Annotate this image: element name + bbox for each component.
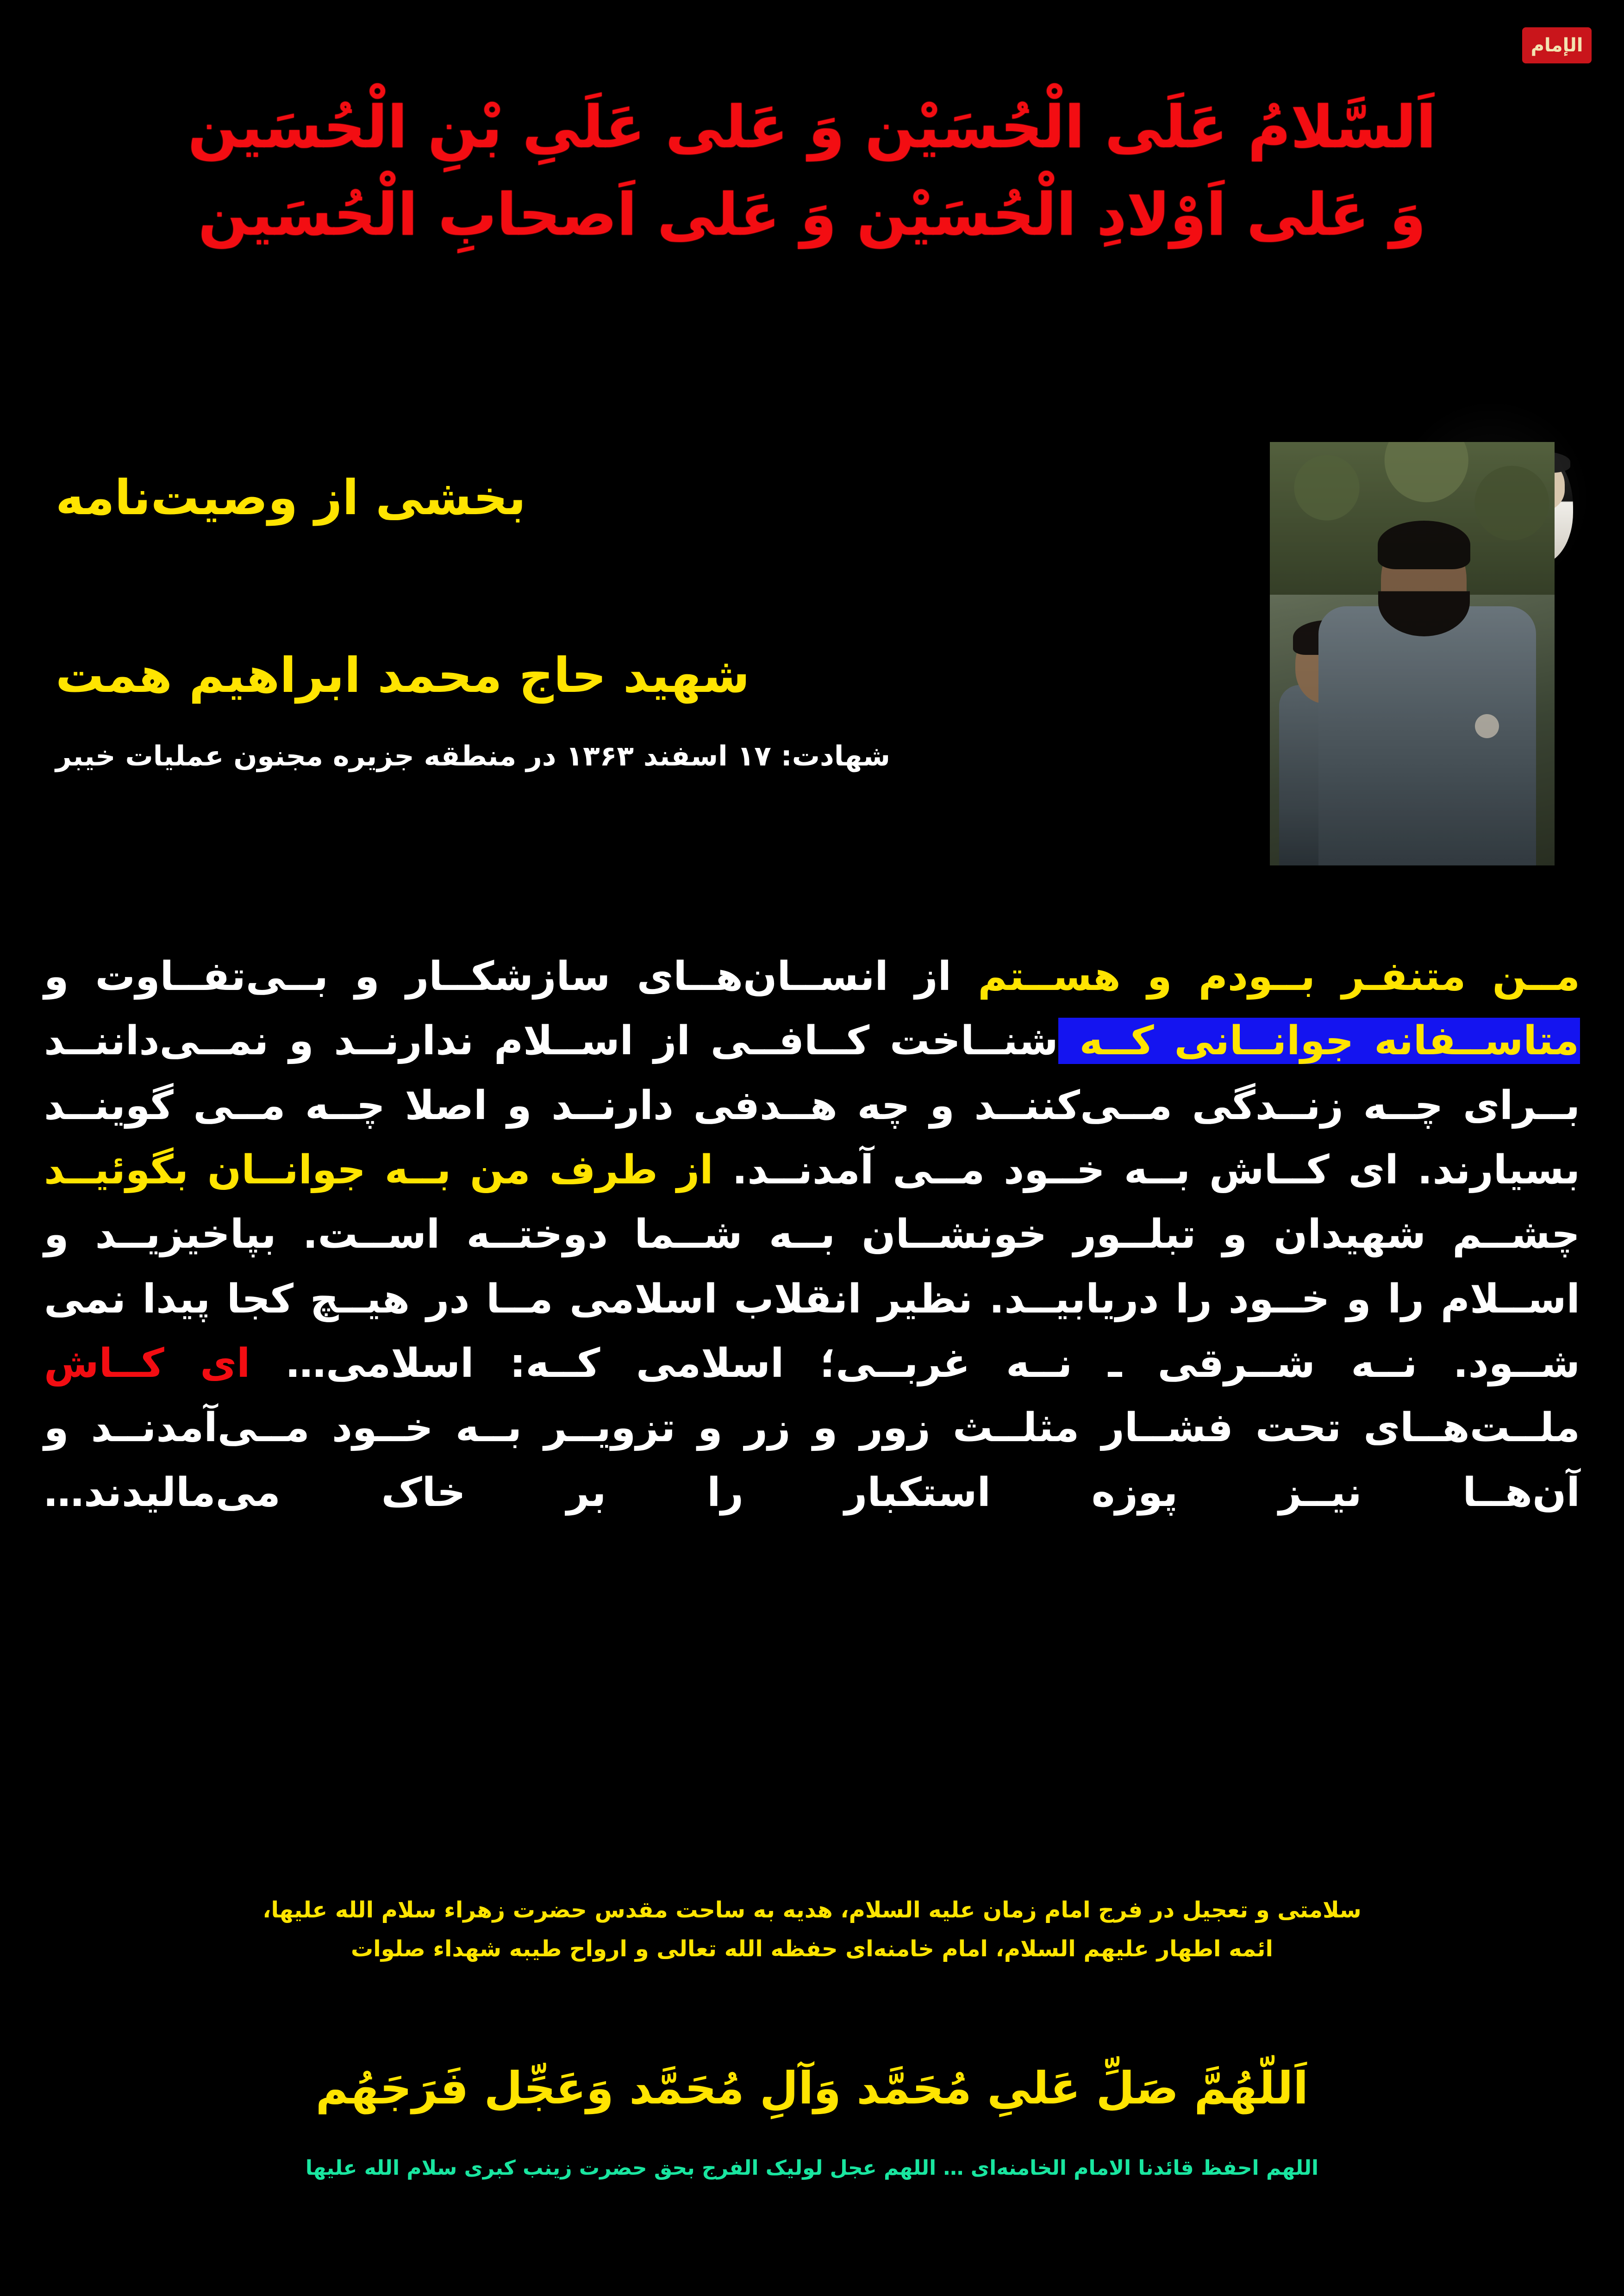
will-text-segment-2: از انســان‌هــای سازشکــار و بــی‌تفــاوت و — [44, 953, 952, 1000]
martyr-hemmat-photo — [1270, 442, 1555, 865]
salavat-text: اَللّهُمَّ صَلِّ عَلىِ مُحَمَّد وَآلِ مُحَمَّد وَعَجِّل فَرَجَهُم — [315, 2062, 1309, 2114]
will-text-segment-7: ای کــاش — [44, 1340, 250, 1387]
martyrdom-info: شهادت: ۱۷ اسفند ۱۳۶۳ در منطقه جزیره مجنون عملیات خیبر — [56, 740, 890, 772]
salutation-line-1: اَلسَّلامُ عَلَى الْحُسَیْن وَ عَلى عَلَىِ بْنِ الْحُسَین — [187, 93, 1437, 161]
salutation-line-2: وَ عَلى اَوْلادِ الْحُسَیْن وَ عَلى اَصحابِ الْحُسَین — [198, 180, 1426, 249]
martyr-name: شهید حاج محمد ابراهیم همت — [56, 647, 750, 703]
petition-block — [44, 1891, 1580, 1968]
petition-line-1: سلامتی و تعجیل در فرج امام زمان علیه السلام، هدیه به ساحت مقدس حضرت زهراء سلام الله علیها، — [262, 1897, 1362, 1923]
will-text-segment-6: چشــم شهیدان و تبلــور خونشــان بــه شــما دوختــه اســت. بپاخیزیــد و اســلام را و خــود را دریابیــد. نظیر انقلاب اسلامی مــا در هیــچ کجا پیدا نمی شــود. نــه شــرقی ـ نــه غربــی؛ اسلامی کــه: اسلامی… — [44, 1211, 1580, 1387]
will-text-segment-3: متاســفانه جوانــانی کــه — [1059, 1018, 1580, 1064]
will-text-segment-5: از طرف من بــه جوانــان بگوئیــد — [44, 1146, 713, 1193]
salutation-header — [0, 83, 1624, 258]
will-text-segment-8: ملــت‌هــای تحت فشــار مثلــث زور و زر و تزویــر بــه خــود مــی‌آمدنــد و آن‌هــا نیــز پوزه استکبار را بر خاک می‌مالیدند… — [44, 1405, 1580, 1516]
will-label: بخشی از وصیت‌نامه — [56, 469, 526, 526]
site-logo-mark: الإمام — [1522, 27, 1592, 63]
site-logo — [1513, 18, 1601, 73]
will-text-segment-1: مــن متنفـر بــودم و هســتم — [951, 953, 1580, 1000]
petition-line-2: ائمه اطهار علیهم السلام، امام خامنه‌ای حفظه الله تعالی و ارواح طیبه شهداء صلوات — [351, 1936, 1273, 1962]
footer-dua-text: اللهم احفظ قائدنا الامام الخامنه‌ای … اللهم عجل لولیک الفرج بحق حضرت زینب کبری سلام الله علیها — [305, 2156, 1319, 2180]
photo-shade — [1270, 442, 1555, 865]
will-text — [44, 945, 1580, 1525]
titles-block — [42, 463, 1244, 777]
will-text-segment-4: شنــاخت کــافــی از اســلام ندارنــد و نمــی‌داننــد بــرای چــه زنــدگی مــی‌کننــد و چه هــدفی دارنــد و اصلا چــه مــی گوینــد بسیارند. ای کــاش بــه خــود مــی آمدنــد. — [44, 1018, 1580, 1193]
